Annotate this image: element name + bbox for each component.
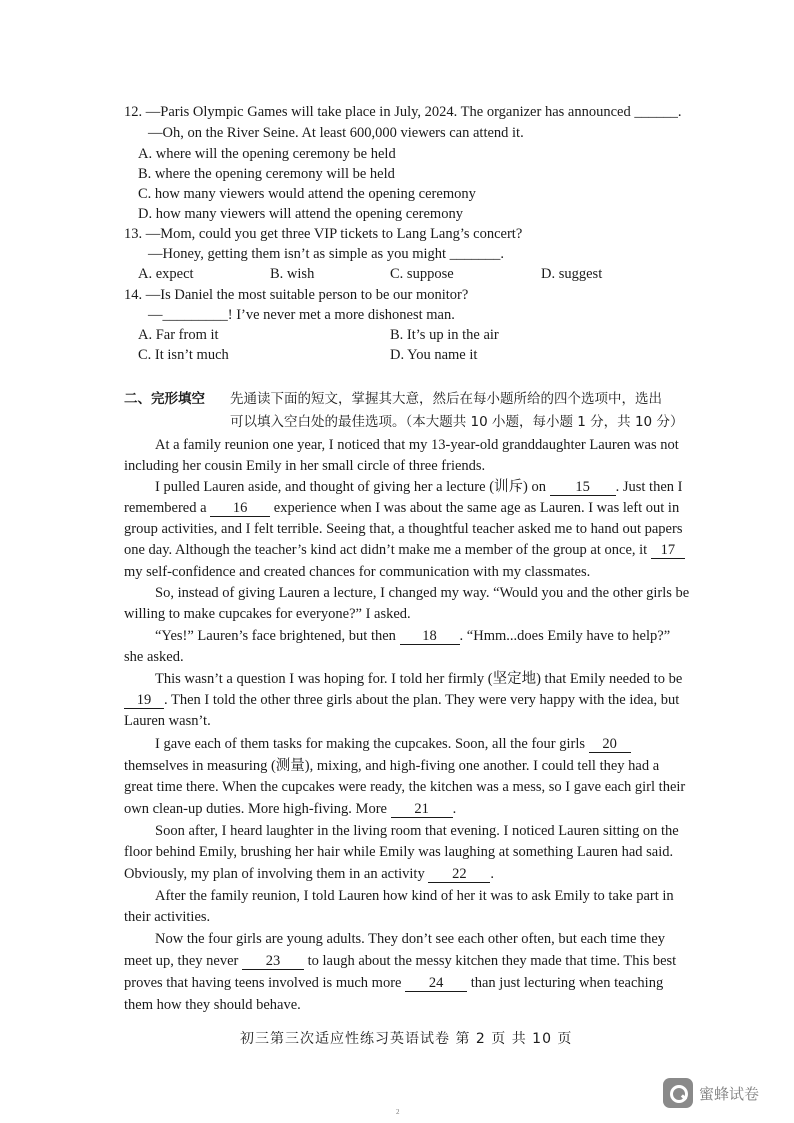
section-instruction-line2: 可以填入空白处的最佳选项。（本大题共 10 小题，每小题 1 分，共 10 分） [230,414,684,430]
q14-stem-line1: 14. —Is Daniel the most suitable person to be our monitor? [124,287,469,303]
passage-text: own clean-up duties. More high-fiving. More [124,801,387,817]
passage-line: Soon after, I heard laughter in the living room that evening. I noticed Lauren sitting on the [155,823,679,839]
passage-line: After the family reunion, I told Lauren how kind of her it was to ask Emily to take part in [155,888,674,904]
blank-21: 21 [391,801,453,818]
blank-23: 23 [242,953,304,970]
passage-text: proves that having teens involved is much more [124,975,402,991]
passage-line: group activities, and I felt terrible. Seeing that, a thoughtful teacher asked me to hand out papers [124,521,683,537]
passage-text: . Just then I [615,479,683,495]
passage-line [124,865,494,883]
blank-19: 19 [124,692,164,709]
passage-line: my self-confidence and created chances for communication with my classmates. [124,564,591,580]
passage-text: . “Hmm...does Emily have to help?” [459,628,671,644]
search-magnifier-icon [663,1078,693,1108]
passage-text: I gave each of them tasks for making the cupcakes. Soon, all the four girls [155,736,586,752]
passage-line [155,627,670,645]
passage-line: them how they should behave. [124,997,301,1013]
q12-option-d: D. how many viewers will attend the opening ceremony [138,206,463,222]
q13-option-a: A. expect [138,266,194,282]
q14-option-a: A. Far from it [138,327,219,343]
q12-option-a: A. where will the opening ceremony be held [138,146,396,162]
passage-line: At a family reunion one year, I noticed that my 13-year-old granddaughter Lauren was not [155,437,679,453]
passage-line: This wasn’t a question I was hoping for. I told her firmly (坚定地) that Emily needed to be [155,671,683,687]
section-instruction-line1: 先通读下面的短文，掌握其大意，然后在每小题所给的四个选项中，选出 [230,391,662,407]
passage-line [155,478,682,496]
passage-text: . [452,801,457,817]
passage-line [124,800,456,818]
q13-stem-line1: 13. —Mom, could you get three VIP tickets to Lang Lang’s concert? [124,226,523,242]
watermark [663,1078,759,1108]
passage-line [124,691,679,709]
passage-line [155,735,631,753]
passage-text: to laugh about the messy kitchen they made that time. This best [307,953,677,969]
passage-text: “Yes!” Lauren’s face brightened, but then [155,628,396,644]
passage-line [124,952,676,970]
page-footer: 初三第三次适应性练习英语试卷 第 2 页 共 10 页 [240,1031,573,1047]
q14-option-b: B. It’s up in the air [390,327,499,343]
passage-text: one day. Although the teacher’s kind act didn’t make me a member of the group at once, it [124,542,648,558]
passage-line: willing to make cupcakes for everyone?” I asked. [124,606,411,622]
blank-22: 22 [428,866,490,883]
watermark-text: 蜜蜂试卷 [699,1084,760,1103]
blank-20: 20 [589,736,631,753]
q14-stem-line2: —_________! I’ve never met a more dishonest man. [148,307,455,323]
passage-text: I pulled Lauren aside, and thought of giving her a lecture (训斥) on [155,479,546,495]
passage-line: great time there. When the cupcakes were ready, the kitchen was a mess, so I gave each girl their [124,779,686,795]
section-title: 二、完形填空 [124,391,205,407]
page-mark: 2 [396,1108,400,1116]
blank-24: 24 [405,975,467,992]
q13-stem-line2: —Honey, getting them isn’t as simple as you might _______. [148,246,505,262]
q12-option-b: B. where the opening ceremony will be held [138,166,395,182]
blank-16: 16 [210,500,270,517]
q13-option-d: D. suggest [541,266,603,282]
passage-line: their activities. [124,909,211,925]
passage-text: meet up, they never [124,953,239,969]
passage-text: than just lecturing when teaching [470,975,664,991]
q14-option-c: C. It isn’t much [138,347,229,363]
passage-line: floor behind Emily, brushing her hair while Emily was laughing at something Lauren had said. [124,844,674,860]
blank-17: 17 [651,542,685,559]
passage-line: Now the four girls are young adults. They don’t see each other often, but each time they [155,931,666,947]
passage-text: . Then I told the other three girls about the plan. They were very happy with the idea, but [164,692,680,708]
passage-line: including her cousin Emily in her small circle of three friends. [124,458,486,474]
passage-text: Obviously, my plan of involving them in an activity [124,866,425,882]
q12-stem-line2: —Oh, on the River Seine. At least 600,000 viewers can attend it. [148,125,524,141]
passage-line [124,499,679,517]
passage-line: Lauren wasn’t. [124,713,211,729]
q13-option-c: C. suppose [390,266,454,282]
passage-text: remembered a [124,500,207,516]
passage-text: experience when I was about the same age as Lauren. I was left out in [273,500,680,516]
passage-line: she asked. [124,649,184,665]
blank-15: 15 [550,479,616,496]
passage-text: . [490,866,494,882]
passage-line: themselves in measuring (测量), mixing, and high-fiving one another. I could tell they had a [124,758,660,774]
q13-option-b: B. wish [270,266,315,282]
blank-18: 18 [400,628,460,645]
passage-line [124,541,685,559]
q12-option-c: C. how many viewers would attend the opening ceremony [138,186,476,202]
q12-stem-line1: 12. —Paris Olympic Games will take place in July, 2024. The organizer has announced ______. [124,104,682,120]
passage-line: So, instead of giving Lauren a lecture, I changed my way. “Would you and the other girls be [155,585,690,601]
passage-line [124,974,663,992]
q14-option-d: D. You name it [390,347,478,363]
